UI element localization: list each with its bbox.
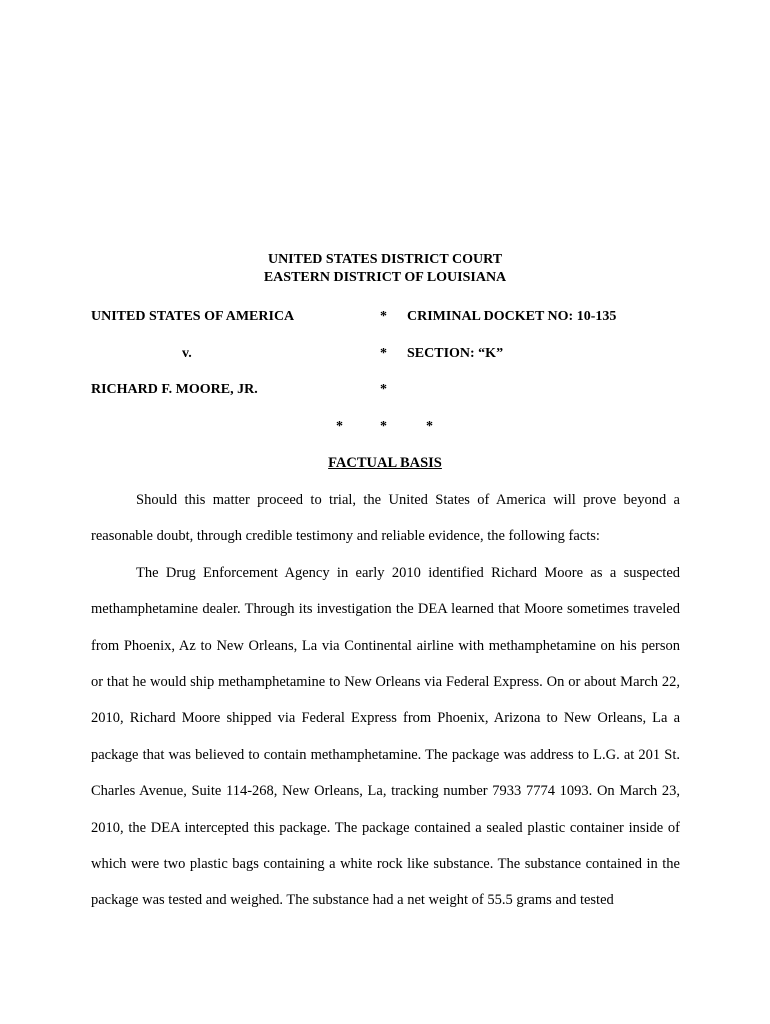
separator-star: *	[336, 419, 343, 434]
paragraph: The Drug Enforcement Agency in early 2010 identified Richard Moore as a suspected methamphetamine dealer. Through its investigation the DEA learned that Moore sometimes traveled from Phoenix, Az to New Orleans, La via Continental airline with methamphetamine on his person or that he would ship methamphetamine to New Orleans via Federal Express. On or about March 22, 2010, Richard Moore shipped via Federal Express from Phoenix, Arizona to New Orleans, La a package that was believed to contain methamphetamine. The package was address to L.G. at 201 St. Charles Avenue, Suite 114-268, New Orleans, La, tracking number 7933 7774 1093. On March 23, 2010, the DEA intercepted this package. The package contained a sealed plastic container inside of which were two plastic bags containing a white rock like substance. The substance contained in the package was tested and weighed. The substance had a net weight of 55.5 grams and tested	[91, 564, 680, 909]
paragraph: Should this matter proceed to trial, the United States of America will prove beyond a reasonable doubt, through credible testimony and reliable evidence, the following facts:	[91, 492, 680, 545]
document-body	[91, 482, 680, 919]
defendant-name: RICHARD F. MOORE, JR.	[91, 382, 258, 397]
separator-star: *	[426, 419, 433, 434]
versus-label: v.	[182, 346, 192, 361]
caption-star: *	[380, 382, 387, 397]
caption-star: *	[380, 309, 387, 324]
docket-number: CRIMINAL DOCKET NO: 10-135	[407, 309, 617, 324]
court-name: UNITED STATES DISTRICT COURT	[267, 252, 503, 267]
document-title: FACTUAL BASIS	[328, 455, 442, 471]
court-district: EASTERN DISTRICT OF LOUISIANA	[263, 270, 507, 285]
court-heading	[0, 251, 770, 287]
section-label: SECTION: “K”	[407, 346, 504, 361]
plaintiff-name: UNITED STATES OF AMERICA	[91, 309, 295, 324]
separator-star: *	[380, 419, 387, 434]
caption-star: *	[380, 346, 387, 361]
